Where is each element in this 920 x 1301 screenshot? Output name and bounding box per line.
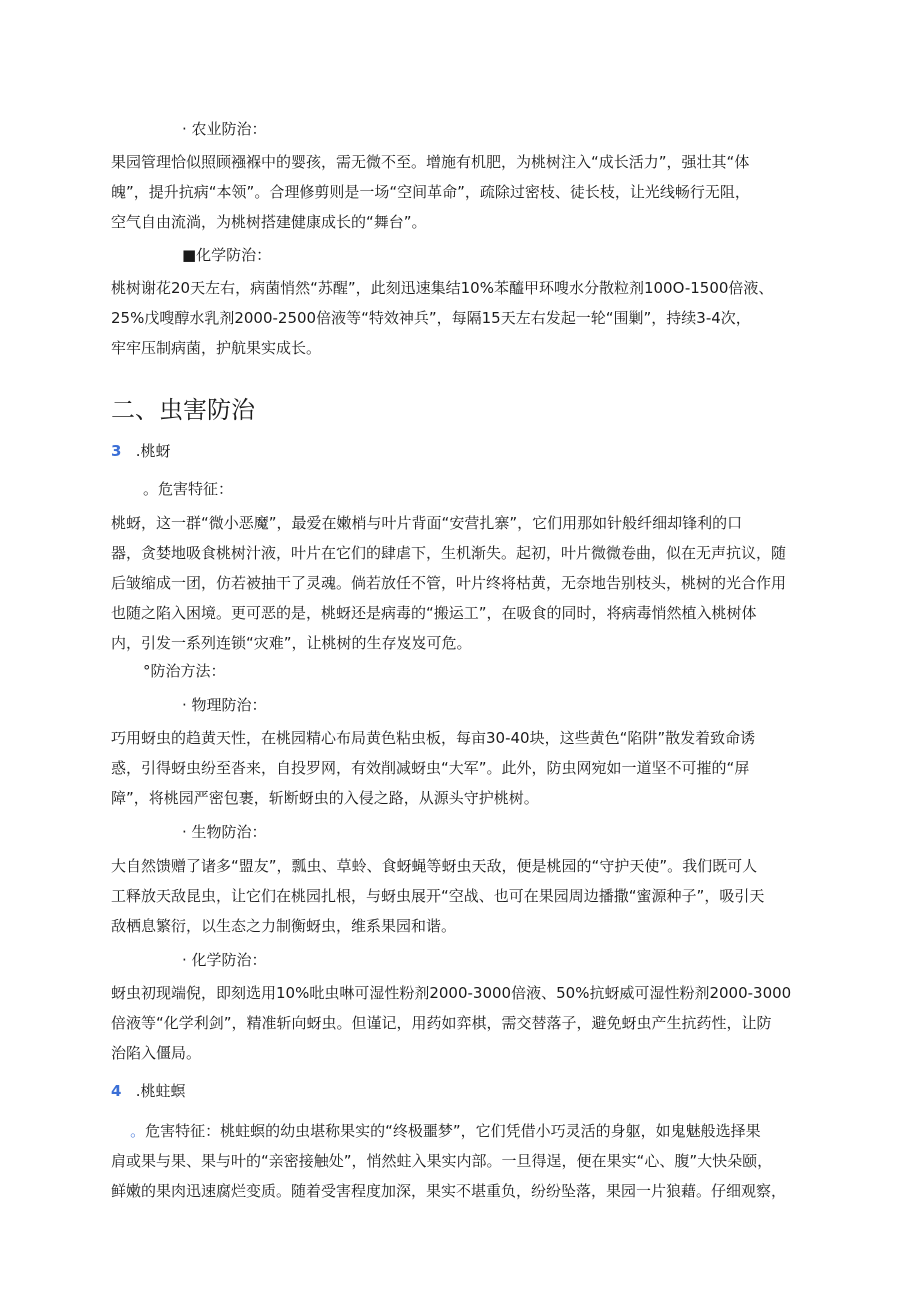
aphid-title: .桃蚜	[135, 442, 171, 460]
borer-harm-paragraph	[111, 1116, 811, 1206]
chem1-line: 25%戊嗖醇水乳剂2000-2500倍液等“特效神兵”，每隔15天左右发起一轮“围剿”，持续3-4次，	[111, 309, 751, 327]
borer-title: .桃蛀螟	[135, 1082, 186, 1100]
physical-line: 惑，引得蚜虫纷至沓来，自投罗网，有效削减蚜虫“大军”。此外，防虫网宛如一道坚不可摧的“屏	[111, 759, 750, 777]
aphid-control-heading: °防治方法：	[143, 662, 226, 680]
bio-line: 大自然馈赠了诸多“盟友”，瓢虫、草蛉、食蚜蝇等蚜虫天敌，便是桃园的“守护天使”。我们既可人	[111, 857, 758, 875]
section-title: 二、虫害防治	[111, 396, 255, 424]
aphid-harm-paragraph	[111, 508, 811, 658]
aphid-harm-line: 也随之陷入困境。更可恶的是，桃蚜还是病毒的“搬运工”，在吸食的同时，将病毒悄然植入桃树体	[111, 604, 757, 622]
borer-harm-line	[111, 1116, 811, 1146]
chem1-line: 桃树谢花20天左右，病菌悄然“苏醒”，此刻迅速集结10%苯醯甲环嗖水分散粒剂100O-1500倍液、	[111, 279, 774, 297]
physical-line: 巧用蚜虫的趋黄天性，在桃园精心布局黄色粘虫板，每亩30-40块，这些黄色“陷阱”散发着致命诱	[111, 729, 756, 747]
aphid-chem-paragraph	[111, 978, 811, 1068]
aphid-chem-line: 蚜虫初现端倪，即刻选用10%吡虫啉可湿性粉剂2000-3000倍液、50%抗蚜威可湿性粉剂2000-3000	[111, 984, 792, 1002]
aphid-chem-line: 治陷入僵局。	[111, 1044, 202, 1062]
aphid-harm-heading: 。危害特征：	[143, 480, 234, 498]
aphid-harm-line: 后皱缩成一团，仿若被抽干了灵魂。倘若放任不管，叶片终将枯黄，无奈地告别枝头，桃树的光合作用	[111, 574, 787, 592]
aphid-heading	[111, 436, 811, 466]
chem1-line: 牢牢压制病菌，护航果实成长。	[111, 339, 322, 357]
agri-line: 魄”，提升抗病“本领”。合理修剪则是一场“空间革命”，疏除过密枝、徒长枝，让光线畅行无阻，	[111, 183, 750, 201]
aphid-chem-line: 倍液等“化学利剑”，精准斩向蚜虫。但谨记，用药如弈棋，需交替落子，避免蚜虫产生抗药性，让防	[111, 1014, 772, 1032]
physical-heading: · 物理防治：	[182, 696, 267, 714]
aphid-number: 3	[111, 442, 122, 460]
agri-heading: · 农业防治：	[182, 120, 267, 138]
borer-bullet: 。	[130, 1122, 146, 1140]
borer-harm-line: 鲜嫩的果肉迅速腐烂变质。随着受害程度加深，果实不堪重负，纷纷坠落，果园一片狼藉。仔细观察，	[111, 1182, 787, 1200]
aphid-harm-line: 桃蚜，这一群“微小恶魔”，最爱在嫩梢与叶片背面“安营扎寨”，它们用那如针般纤细却锋利的口	[111, 514, 743, 532]
aphid-harm-line: 内，引发一系列连锁“灾难”，让桃树的生存岌岌可危。	[111, 634, 472, 652]
bio-heading: · 生物防治：	[182, 823, 267, 841]
aphid-harm-line: 器，贪婪地吸食桃树汁液，叶片在它们的肆虐下，生机渐失。起初，叶片微微卷曲，似在无声抗议，随	[111, 544, 787, 562]
borer-harm-first: 危害特征：桃蛀螟的幼虫堪称果实的“终极噩梦”，它们凭借小巧灵活的身躯，如鬼魅般选择果	[145, 1122, 761, 1140]
bio-paragraph	[111, 851, 811, 941]
agri-line: 果园管理恰似照顾襁褓中的婴孩，需无微不至。增施有机肥，为桃树注入“成长活力”，强壮其“体	[111, 153, 750, 171]
agri-line: 空气自由流淌，为桃树搭建健康成长的“舞台”。	[111, 213, 427, 231]
physical-paragraph	[111, 723, 811, 813]
borer-number: 4	[111, 1082, 122, 1100]
agri-paragraph	[111, 147, 811, 237]
borer-heading	[111, 1076, 811, 1106]
bio-line: 工释放天敌昆虫，让它们在桃园扎根，与蚜虫展开“空战、也可在果园周边播撒“蜜源种子”，吸引天	[111, 887, 765, 905]
chem1-heading: ■化学防治：	[182, 246, 272, 264]
aphid-chem-heading: · 化学防治：	[182, 951, 267, 969]
bio-line: 敌栖息繁衍，以生态之力制衡蚜虫，维系果园和谐。	[111, 917, 457, 935]
physical-line: 障”，将桃园严密包裹，斩断蚜虫的入侵之路，从源头守护桃树。	[111, 789, 539, 807]
borer-harm-line: 肩或果与果、果与叶的“亲密接触处”，悄然蛀入果实内部。一旦得逞，便在果实“心、腹”大快朵颐，	[111, 1152, 773, 1170]
chem1-paragraph	[111, 273, 811, 363]
